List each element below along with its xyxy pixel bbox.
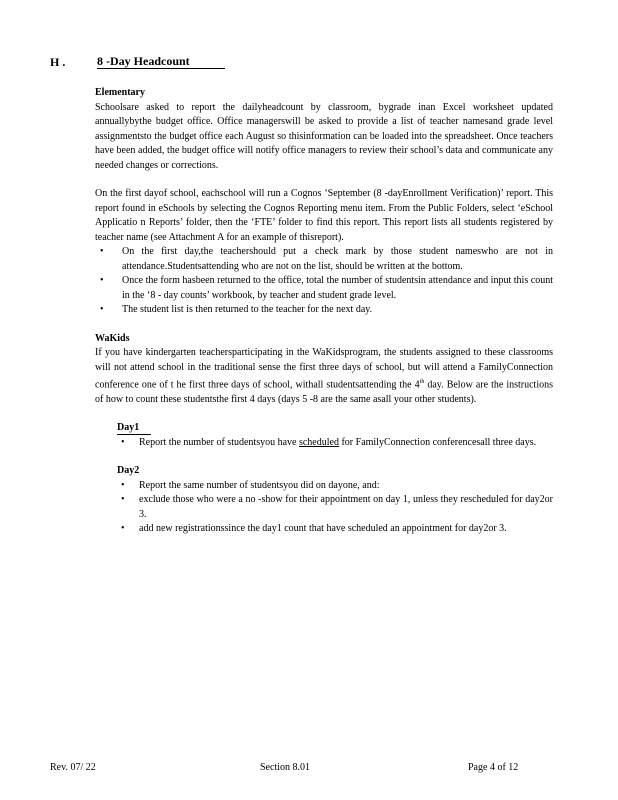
bullet-icon: •: [121, 436, 125, 448]
elementary-heading: Elementary: [95, 87, 145, 98]
elementary-paragraph-2: On the first dayof school, eachschool will run a Cognos ‘September (8 -dayEnrollment Verification)’ report. This report found in eSchools by selecting the Cognos Reporting menu item. From the Public Folders, select ‘eSchool Applicatio n Reports’ folder, then the ‘FTE’ folder to find this report. This report lists all students registered by teacher name (see Attachment A for an example of thisreport).: [95, 188, 553, 243]
list-item: • The student list is then returned to the teacher for the next day.: [95, 303, 553, 318]
day2-bullet-list: [117, 479, 553, 537]
content-body: [95, 86, 553, 537]
wakids-heading: WaKids: [95, 332, 130, 344]
list-item: • Once the form hasbeen returned to the office, total the number of studentsin attendance and input this count in the ‘8 - day counts’ workbook, by teacher and student grade level.: [100, 275, 553, 301]
bullet-icon: •: [100, 246, 104, 257]
section-letter: H .: [50, 55, 66, 69]
footer-revision: Rev. 07/ 22: [50, 762, 96, 773]
day1-bullet-list: [117, 436, 553, 451]
list-item: • On the first day,the teachershould put a check mark by those student nameswho are not in attendance.Studentsattending who are not on the list, should be written at the bottom.: [100, 246, 553, 272]
day2-heading: Day2: [117, 465, 140, 477]
bullet-icon: •: [100, 275, 104, 286]
day1-heading: Day1: [117, 422, 151, 435]
bullet-icon: •: [121, 494, 125, 506]
bullet-icon: •: [121, 523, 125, 535]
list-item: • exclude those who were a no -show for their appointment on day 1, unless they rescheduled for day2or 3.: [121, 494, 553, 520]
footer-page-number: Page 4 of 12: [468, 762, 519, 773]
elementary-bullet-list: [95, 245, 553, 318]
list-item: • Report the same number of studentsyou did on dayone, and:: [117, 479, 553, 494]
elementary-paragraph-1: Schoolsare asked to report the dailyheadcount by classroom, bygrade inan Excel worksheet updated annuallybythe budget office. Office managerswill be asked to provide a list of teacher namesand grade level assignmentsto the budget office each August so thisinformation can be loaded into the spreadsheet. Once teachers have been added, the budget office will notify office managers to review their school’s data and communicate any needed changes or corrections.: [95, 101, 553, 171]
day2-block: [117, 464, 553, 537]
bullet-icon: •: [100, 304, 104, 315]
section-title: 8 -Day Headcount: [97, 55, 225, 69]
bullet-icon: •: [121, 479, 125, 491]
wakids-paragraph: If you have kindergarten teachersparticipating in the WaKidsprogram, the students assigned to these classrooms will not attend school in the traditional sense the first three days of school, but will attend a FamilyConnection conference one of t he first three days of school, withall studentsattending the 4th day. Below are the instructions of how to count these studentsthe first 4 days (days 5 -8 are the same asall your other students).: [95, 347, 553, 405]
list-item: • add new registrationssince the day1 count that have scheduled an appointment for day2or 3.: [117, 522, 553, 537]
footer-section: Section 8.01: [260, 762, 310, 773]
list-item: • Report the number of studentsyou have scheduled for FamilyConnection conferencesall three days.: [117, 436, 553, 451]
day1-block: [117, 421, 553, 450]
